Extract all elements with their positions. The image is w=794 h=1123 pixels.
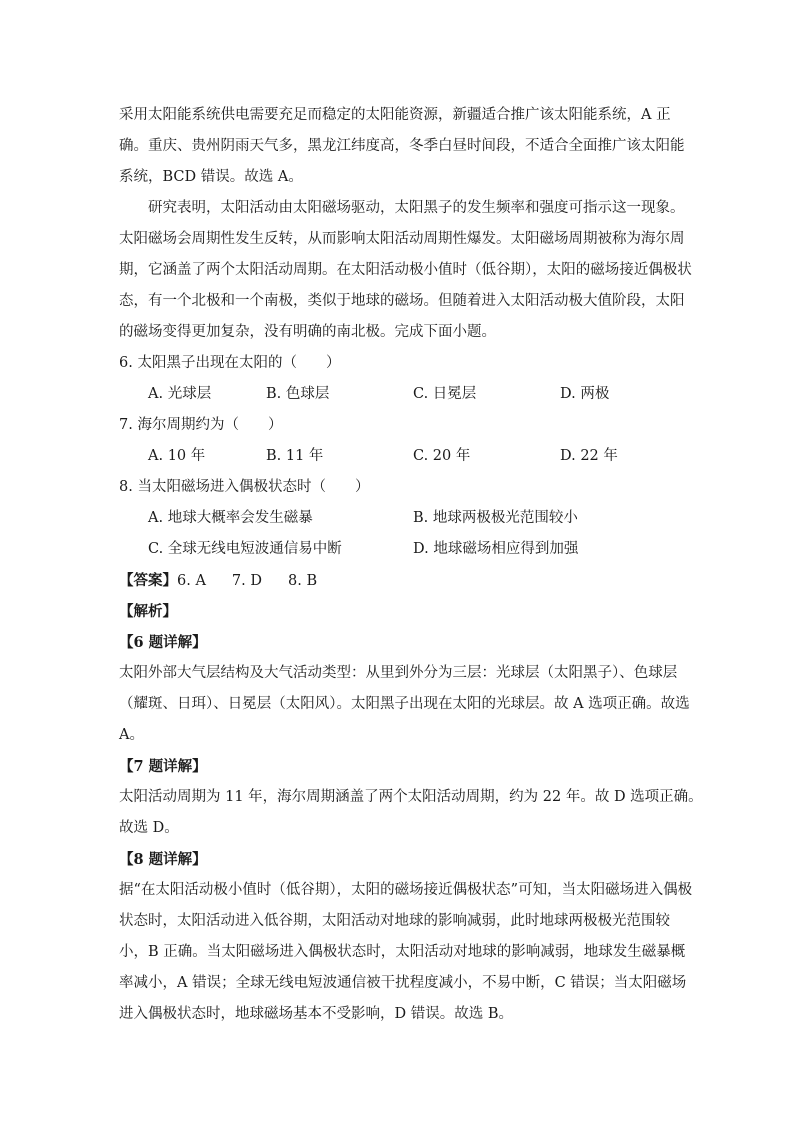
analysis-label: 【解析】	[119, 603, 177, 620]
text-line: 态，有一个北极和一个南极，类似于地球的磁场。但随着进入太阳活动极大值阶段，太阳	[119, 293, 685, 309]
option-b: B. 11 年	[266, 448, 324, 464]
option-a: A. 地球大概率会发生磁暴	[148, 510, 313, 526]
intro-paragraph	[119, 100, 685, 193]
option-row	[119, 441, 679, 472]
text-line: 期，它涵盖了两个太阳活动周期。在太阳活动极小值时（低谷期），太阳的磁场接近偶极状	[119, 262, 692, 278]
text-line: 系统，BCD 错误。故选 A。	[119, 169, 303, 185]
text-line: 状态时，太阳活动进入低谷期，太阳活动对地球的影响减弱，此时地球两极极光范围较	[119, 913, 670, 929]
question-8	[119, 472, 679, 565]
question-6	[119, 348, 679, 410]
option-d: D. 22 年	[560, 448, 618, 464]
passage-paragraph	[119, 193, 692, 348]
text-line: A。	[119, 727, 144, 743]
question-stem: 8. 当太阳磁场进入偶极状态时（ ）	[119, 479, 370, 495]
option-c: C. 全球无线电短波通信易中断	[148, 541, 342, 557]
text-line: 小，B 正确。当太阳磁场进入偶极状态时，太阳活动对地球的影响减弱，地球发生磁暴概	[119, 944, 686, 960]
option-b: B. 色球层	[266, 386, 330, 402]
text-line: 研究表明，太阳活动由太阳磁场驱动，太阳黑子的发生频率和强度可指示这一现象。	[148, 200, 685, 216]
detail-7	[119, 751, 703, 844]
text-line: 率减小，A 错误；全球无线电短波通信被干扰程度减小，不易中断，C 错误；当太阳磁场	[119, 975, 687, 991]
option-row	[119, 503, 679, 534]
option-row	[119, 534, 679, 565]
option-b: B. 地球两极极光范围较小	[413, 510, 578, 526]
question-7	[119, 410, 679, 472]
option-c: C. 20 年	[413, 448, 471, 464]
text-line: 太阳活动周期为 11 年，海尔周期涵盖了两个太阳活动周期，约为 22 年。故 D 选项正确。	[119, 789, 703, 805]
detail-8	[119, 844, 693, 1030]
text-line: 确。重庆、贵州阴雨天气多，黑龙江纬度高，冬季白昼时间段，不适合全面推广该太阳能	[119, 138, 685, 154]
option-c: C. 日冕层	[413, 386, 477, 402]
answer-item: 7. D	[231, 573, 262, 589]
answer-item: 6. A	[177, 573, 206, 589]
detail-title: 【8 题详解】	[119, 851, 207, 868]
question-stem: 6. 太阳黑子出现在太阳的（ ）	[119, 355, 341, 371]
detail-title: 【7 题详解】	[119, 758, 207, 775]
option-a: A. 光球层	[148, 386, 212, 402]
question-stem: 7. 海尔周期约为（ ）	[119, 417, 283, 433]
option-a: A. 10 年	[148, 448, 206, 464]
detail-title: 【6 题详解】	[119, 634, 207, 651]
answer-label: 【答案】	[119, 572, 177, 589]
text-line: 太阳外部大气层结构及大气活动类型：从里到外分为三层：光球层（太阳黑子）、色球层	[119, 665, 678, 681]
answer-item: 8. B	[288, 573, 318, 589]
detail-6	[119, 627, 690, 751]
option-row	[119, 379, 679, 410]
option-d: D. 两极	[560, 386, 610, 402]
text-line: 故选 D。	[119, 820, 179, 836]
text-line: 太阳磁场会周期性发生反转，从而影响太阳活动周期性爆发。太阳磁场周期被称为海尔周	[119, 231, 685, 247]
text-line: （耀斑、日珥）、日冕层（太阳风）。太阳黑子出现在太阳的光球层。故 A 选项正确。故选	[119, 696, 690, 712]
text-line: 进入偶极状态时，地球磁场基本不受影响，D 错误。故选 B。	[119, 1006, 513, 1022]
answer-line	[119, 565, 679, 596]
text-line: 采用太阳能系统供电需要充足而稳定的太阳能资源，新疆适合推广该太阳能系统，A 正	[119, 107, 671, 123]
page-content	[119, 100, 703, 1030]
option-d: D. 地球磁场相应得到加强	[413, 541, 579, 557]
text-line: 据“在太阳活动极小值时（低谷期），太阳的磁场接近偶极状态”可知，当太阳磁场进入偶极	[119, 882, 693, 898]
text-line: 的磁场变得更加复杂，没有明确的南北极。完成下面小题。	[119, 324, 496, 340]
